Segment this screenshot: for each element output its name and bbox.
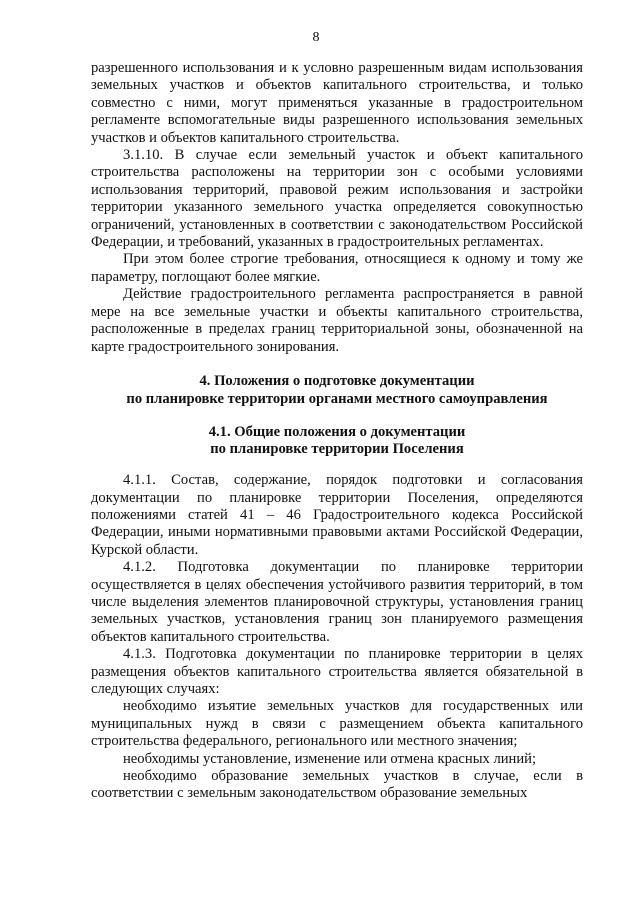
- section-4-heading-line-2: по планировке территории органами местного самоуправления: [126, 390, 548, 407]
- section-4-1-heading-line-2: по планировке территории Поселения: [210, 441, 464, 458]
- list-item-land-seizure: необходимо изъятие земельных участков для государственных или муниципальных нужд в связи с размещением объекта капитального строительства федерального, регионального или местного значения;: [91, 698, 583, 750]
- paragraph-continuation: разрешенного использования и к условно разрешенным видам использования земельных участков и объектов капитального строительства, и только совместно с ними, могут применяться указанные в градостроительном регламенте вспомогательные виды разрешенного использования земельных участков и объектов капитального строительства.: [91, 60, 583, 146]
- page-number: 8: [312, 30, 320, 45]
- paragraph-4-1-1: 4.1.1. Состав, содержание, порядок подготовки и согласования документации по планировке территории Поселения, определяются положениями статей 41 – 46 Градостроительного кодекса Российской Федерации, иными нормативными правовыми актами Российской Федерации, Курской области.: [91, 472, 583, 558]
- section-4-1-heading-line-1: 4.1. Общие положения о документации: [208, 423, 466, 440]
- paragraph-4-1-3: 4.1.3. Подготовка документации по планировке территории в целях размещения объектов капитального строительства является обязательной в следующих случаях:: [91, 646, 583, 697]
- list-item-land-formation: необходимо образование земельных участков в случае, если в соответствии с земельным законодательством образование земельных: [91, 768, 583, 802]
- paragraph-3-1-10: 3.1.10. В случае если земельный участок и объект капитального строительства расположены на территории зон с особыми условиями использования территорий, правовой режим использования и застройки территории указанного земельного участка определяется совокупностью ограничений, установленных в соответствии с законодательством Российской Федерации, и требований, указанных в градостроительных регламентах.: [91, 147, 583, 251]
- section-4-heading-line-1: 4. Положения о подготовке документации: [199, 372, 475, 389]
- paragraph-stricter-requirements: При этом более строгие требования, относящиеся к одному и тому же параметру, поглощают более мягкие.: [91, 251, 583, 285]
- paragraph-4-1-2: 4.1.2. Подготовка документации по планировке территории осуществляется в целях обеспечения устойчивого развития территорий, в том числе выделения элементов планировочной структуры, установления границ земельных участков, установления границ зон планируемого размещения объектов капитального строительства.: [91, 559, 583, 645]
- list-item-red-lines: необходимы установление, изменение или отмена красных линий;: [123, 750, 537, 767]
- paragraph-regulation-scope: Действие градостроительного регламента распространяется в равной мере на все земельные участки и объекты капитального строительства, расположенные в пределах границ территориальной зоны, обозначенной на карте градостроительного зонирования.: [91, 286, 583, 355]
- document-body: [91, 60, 583, 803]
